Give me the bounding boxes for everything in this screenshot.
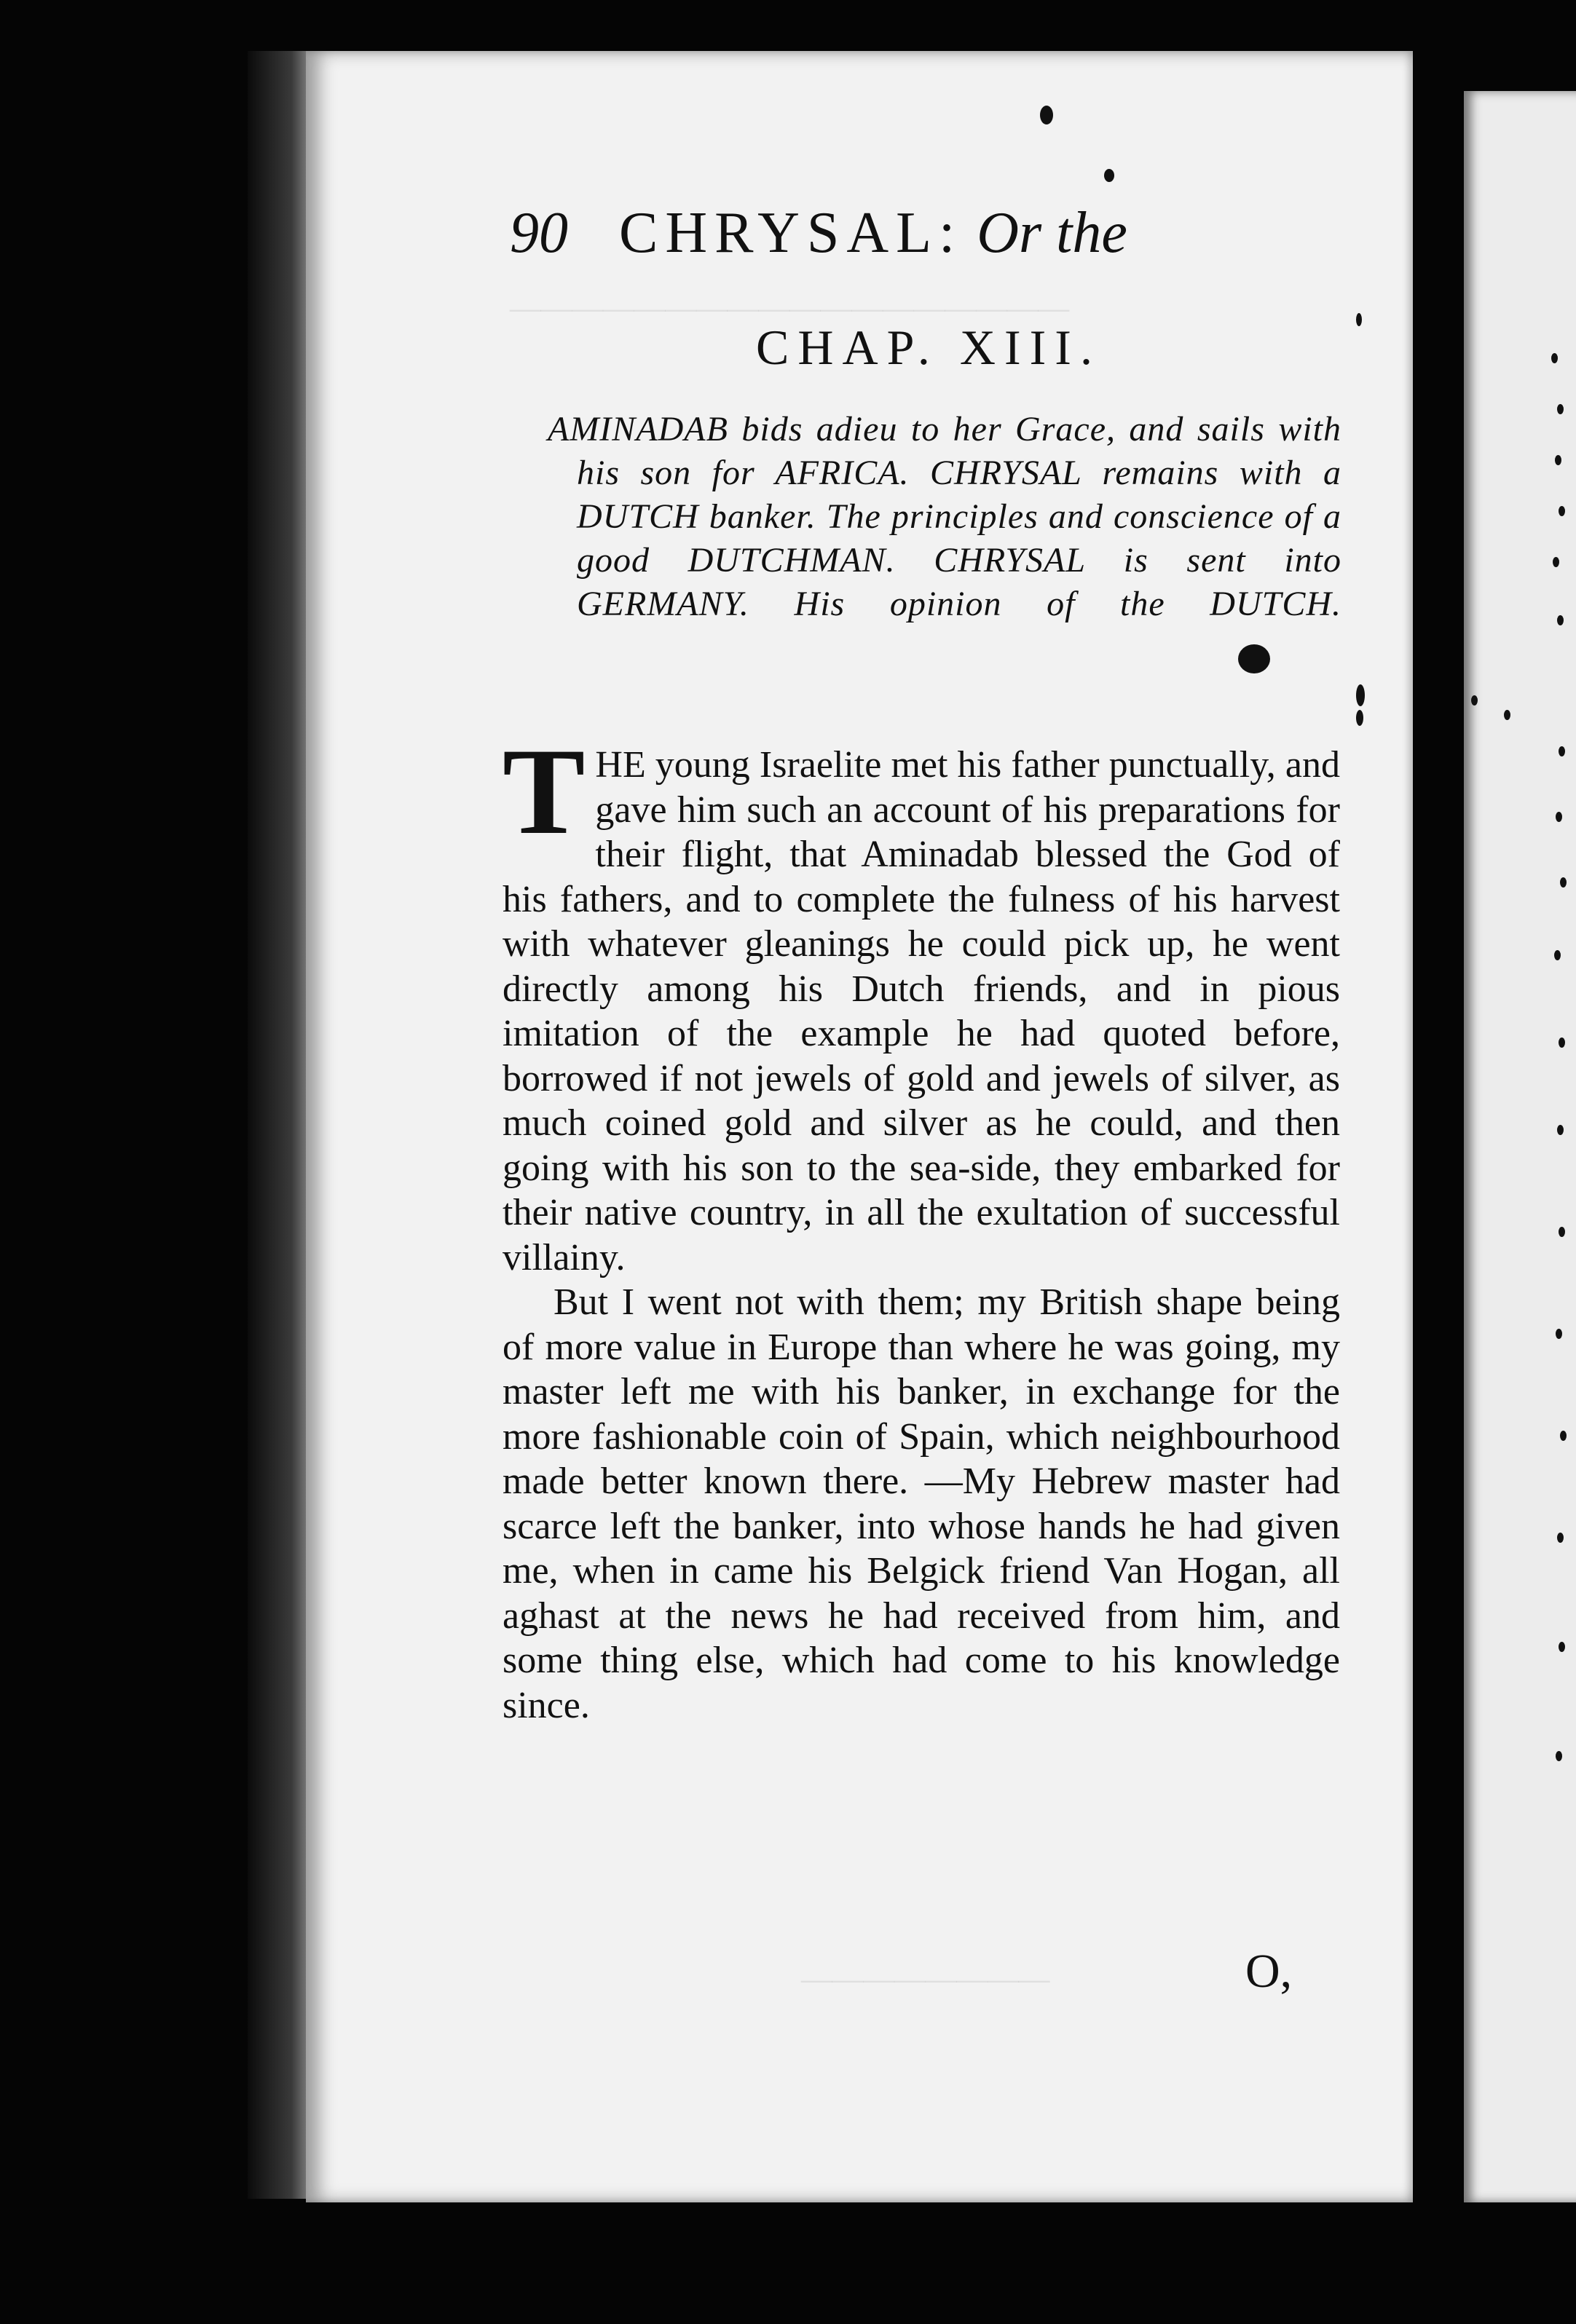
catchword: O,: [1245, 1945, 1293, 1998]
running-head: [510, 200, 1224, 266]
running-title: CHRYSAL:: [619, 201, 963, 265]
bleed-through: ————————: [801, 1959, 1050, 1998]
next-page-edge: [1464, 91, 1576, 2202]
ink-blot: [1356, 684, 1365, 706]
ink-speck: [1559, 746, 1565, 756]
body-text: [503, 723, 1340, 1728]
ink-speck: [1556, 1329, 1562, 1339]
ink-speck: [1557, 404, 1564, 414]
ink-speck: [1554, 950, 1561, 960]
bleed-through: ——————————————————: [510, 288, 1070, 327]
ink-blot: [1040, 106, 1053, 125]
ink-speck: [1551, 353, 1558, 363]
ink-speck: [1559, 1642, 1565, 1652]
ink-speck: [1471, 695, 1478, 706]
ink-speck: [1557, 1533, 1564, 1543]
ink-speck: [1553, 557, 1559, 567]
chapter-heading: CHAP. XIII.: [756, 320, 1101, 375]
ink-speck: [1555, 455, 1561, 465]
ink-speck: [1560, 1431, 1567, 1441]
ink-speck: [1557, 615, 1564, 625]
ink-speck: [1556, 1751, 1562, 1761]
ink-speck: [1559, 506, 1565, 516]
ink-speck: [1559, 1227, 1565, 1237]
ink-speck: [1504, 710, 1510, 720]
paragraph: But I went not with them; my British shape being of more value in Europe than where he was going, my master left me with his banker, in exchange for the more fashionable coin of Spain, which neighbourhood made better known there. —My Hebrew master had scarce left the banker, into whose hands he had given me, when in came his Belgick friend Van Hogan, all aghast at the news he had received from him, and some thing else, which had come to his knowledge since.: [503, 1281, 1340, 1726]
ink-blot: [1356, 313, 1362, 326]
page-number: 90: [510, 201, 568, 265]
ink-blot: [1104, 169, 1114, 182]
chapter-summary: AMINADAB bids adieu to her Grace, and sails with his son for AFRICA. CHRYSAL remains with a DUTCH banker. The principles and conscience of a good DUTCHMAN. CHRYSAL is sent into GERMANY. His opinion of the DUTCH.: [548, 410, 1341, 623]
paragraph: [503, 723, 1340, 1280]
ink-blot: [1356, 710, 1363, 726]
ink-speck: [1559, 1038, 1565, 1048]
ink-speck: [1557, 1125, 1564, 1135]
running-subtitle: Or the: [977, 201, 1127, 265]
ink-speck: [1556, 812, 1562, 822]
ink-speck: [1560, 877, 1567, 888]
paragraph-text: HE young Israelite met his father punctually, and gave him such an account of his preparations for their flight, that Aminadab blessed the God of his fathers, and to complete the fulness of his harvest with whatever gleanings he could pick up, he went directly among his Dutch friends, and in pious imitation of the example he had quoted before, borrowed if not jewels of gold and jewels of silver, as much coined gold and silver as he could, and then going with his son to the sea-side, they embarked for their native country, in all the exultation of successful villainy.: [503, 744, 1340, 1278]
ink-blot: [1238, 644, 1270, 673]
drop-cap: T: [503, 723, 586, 860]
